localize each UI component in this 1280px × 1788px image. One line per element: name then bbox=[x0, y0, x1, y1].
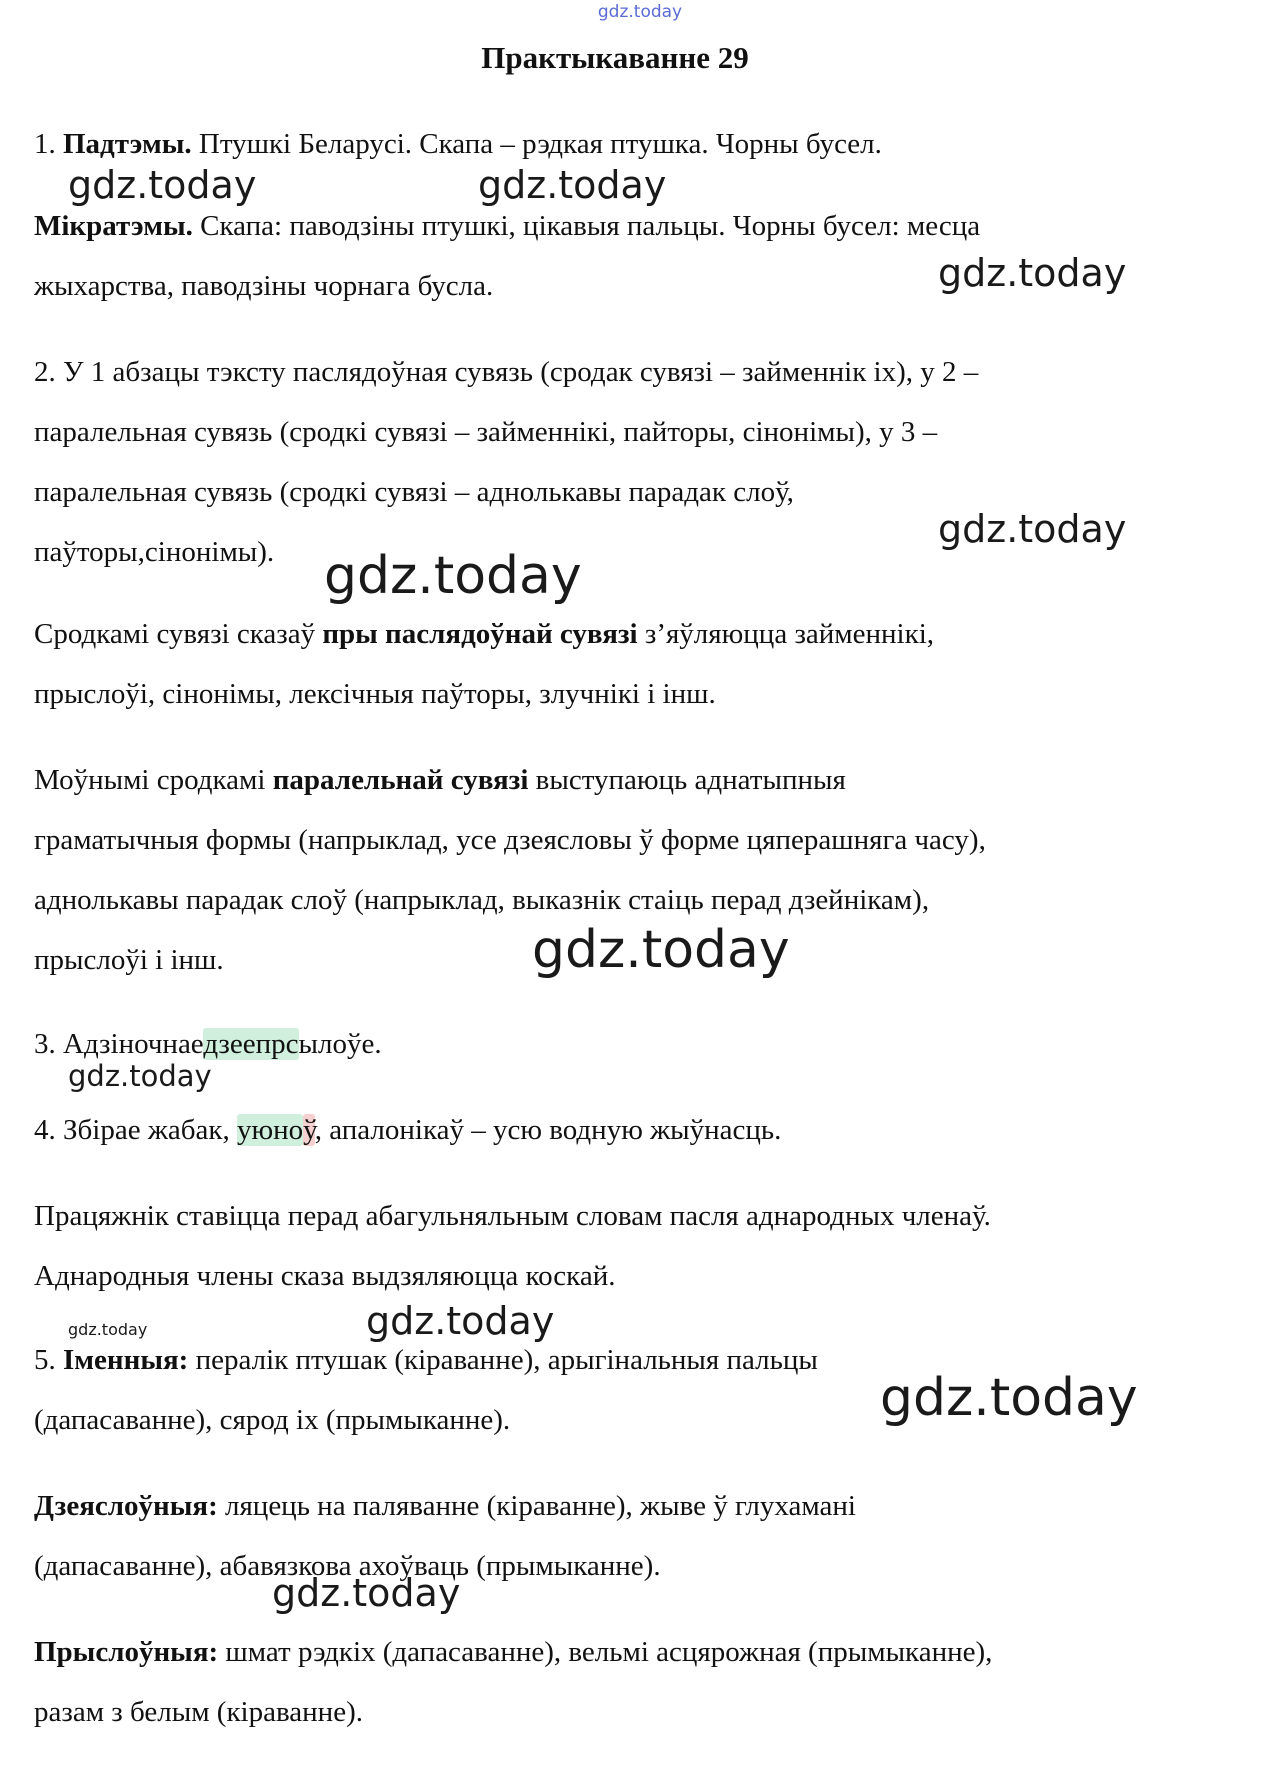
paragraph-text: выступаюць аднатыпныя bbox=[535, 764, 846, 796]
section1-microtopics-cont: жыхарства, паводзіны чорнага бусла. bbox=[34, 270, 494, 302]
paragraph-text: з’яўляюцца займеннікі, bbox=[644, 618, 935, 650]
section2-line: 2. У 1 абзацы тэксту паслядоўная сувязь (сродак сувязі – займеннік іх), у 2 – bbox=[34, 356, 979, 388]
subtopics-text: Птушкі Беларусі. Скапа – рэдкая птушка. Чорны бусел. bbox=[198, 128, 882, 160]
verbal-text: ляцець на паляванне (кіраванне), жыве ў глухамані bbox=[224, 1490, 856, 1522]
nominal-label: Іменныя: bbox=[63, 1344, 189, 1376]
section5-verbal bbox=[34, 1492, 856, 1521]
paragraph-text: Моўнымі сродкамі bbox=[34, 764, 266, 796]
watermark: gdz.today bbox=[68, 1320, 148, 1339]
highlighted-text: ў bbox=[303, 1114, 315, 1146]
answer-text: ылоўе. bbox=[298, 1028, 382, 1060]
section5-verbal-cont: (дапасаванне), абавязкова ахоўваць (прымыканне). bbox=[34, 1550, 661, 1582]
section2-line: паралельная сувязь (сродкі сувязі – аднолькавы парадак слоў, bbox=[34, 476, 794, 508]
highlighted-text: дзеепрс bbox=[203, 1028, 299, 1060]
highlighted-text: уюно bbox=[236, 1114, 304, 1146]
parallel-link-paragraph-cont: прыслоўі і інш. bbox=[34, 944, 224, 976]
adverbial-label: Прыслоўныя: bbox=[34, 1636, 219, 1668]
section2-line: паралельная сувязь (сродкі сувязі – займеннікі, пайторы, сінонімы), у 3 – bbox=[34, 416, 938, 448]
watermark: gdz.today bbox=[597, 2, 683, 22]
watermark: gdz.today bbox=[532, 920, 790, 980]
sequential-link-paragraph-cont: прыслоўі, сінонімы, лексічныя паўторы, злучнікі і інш. bbox=[34, 678, 716, 710]
section1-microtopics bbox=[34, 212, 980, 241]
watermark: gdz.today bbox=[880, 1368, 1138, 1428]
parallel-link-paragraph-cont: граматычныя формы (напрыклад, усе дзеясловы ў форме цяперашняга часу), bbox=[34, 824, 986, 856]
answer-text: 4. Збірае жабак, bbox=[34, 1114, 230, 1146]
verbal-label: Дзеяслоўныя: bbox=[34, 1490, 218, 1522]
section5-adverbial bbox=[34, 1638, 992, 1667]
item-number: 5. bbox=[34, 1344, 56, 1376]
item-number: 1. bbox=[34, 128, 56, 160]
watermark: gdz.today bbox=[68, 1059, 212, 1093]
subtopics-label: Падтэмы. bbox=[63, 128, 192, 160]
section4-answer bbox=[34, 1116, 781, 1145]
section5-nominal-cont: (дапасаванне), сярод іх (прымыканне). bbox=[34, 1404, 511, 1436]
bold-term: паралельнай сувязі bbox=[272, 764, 529, 796]
watermark: gdz.today bbox=[324, 546, 582, 606]
section4-rule: Аднародныя члены сказа выдзяляюцца коскай. bbox=[34, 1260, 616, 1292]
answer-text: , апалонікаў – усю водную жыўнасць. bbox=[314, 1114, 782, 1146]
section1-subtopics bbox=[34, 130, 882, 159]
parallel-link-paragraph bbox=[34, 766, 846, 795]
answer-text: 3. Адзіночнае bbox=[34, 1028, 204, 1060]
section4-rule: Працяжнік ставіцца перад абагульняльным словам пасля аднародных членаў. bbox=[34, 1200, 991, 1232]
paragraph-text: Сродкамі сувязі сказаў bbox=[34, 618, 316, 650]
nominal-text: пералік птушак (кіраванне), арыгінальныя пальцы bbox=[195, 1344, 818, 1376]
microtopics-text: Скапа: паводзіны птушкі, цікавыя пальцы. Чорны бусел: месца bbox=[200, 210, 981, 242]
section2-line: паўторы,сінонімы). bbox=[34, 536, 275, 568]
watermark: gdz.today bbox=[68, 163, 257, 207]
section5-adverbial-cont: разам з белым (кіраванне). bbox=[34, 1696, 363, 1728]
watermark: gdz.today bbox=[366, 1299, 555, 1343]
section3-answer bbox=[34, 1030, 382, 1059]
parallel-link-paragraph-cont: аднолькавы парадак слоў (напрыклад, выказнік стаіць перад дзейнікам), bbox=[34, 884, 930, 916]
watermark: gdz.today bbox=[938, 507, 1127, 551]
page-title: Практыкаванне 29 bbox=[481, 40, 749, 75]
watermark: gdz.today bbox=[478, 163, 667, 207]
watermark: gdz.today bbox=[938, 251, 1127, 295]
bold-term: пры паслядоўнай сувязі bbox=[322, 618, 638, 650]
sequential-link-paragraph bbox=[34, 620, 934, 649]
microtopics-label: Мікратэмы. bbox=[34, 210, 193, 242]
watermark: gdz.today bbox=[272, 1571, 461, 1615]
section5-nominal bbox=[34, 1346, 818, 1375]
adverbial-text: шмат рэдкіх (дапасаванне), вельмі асцярожная (прымыканне), bbox=[225, 1636, 993, 1668]
